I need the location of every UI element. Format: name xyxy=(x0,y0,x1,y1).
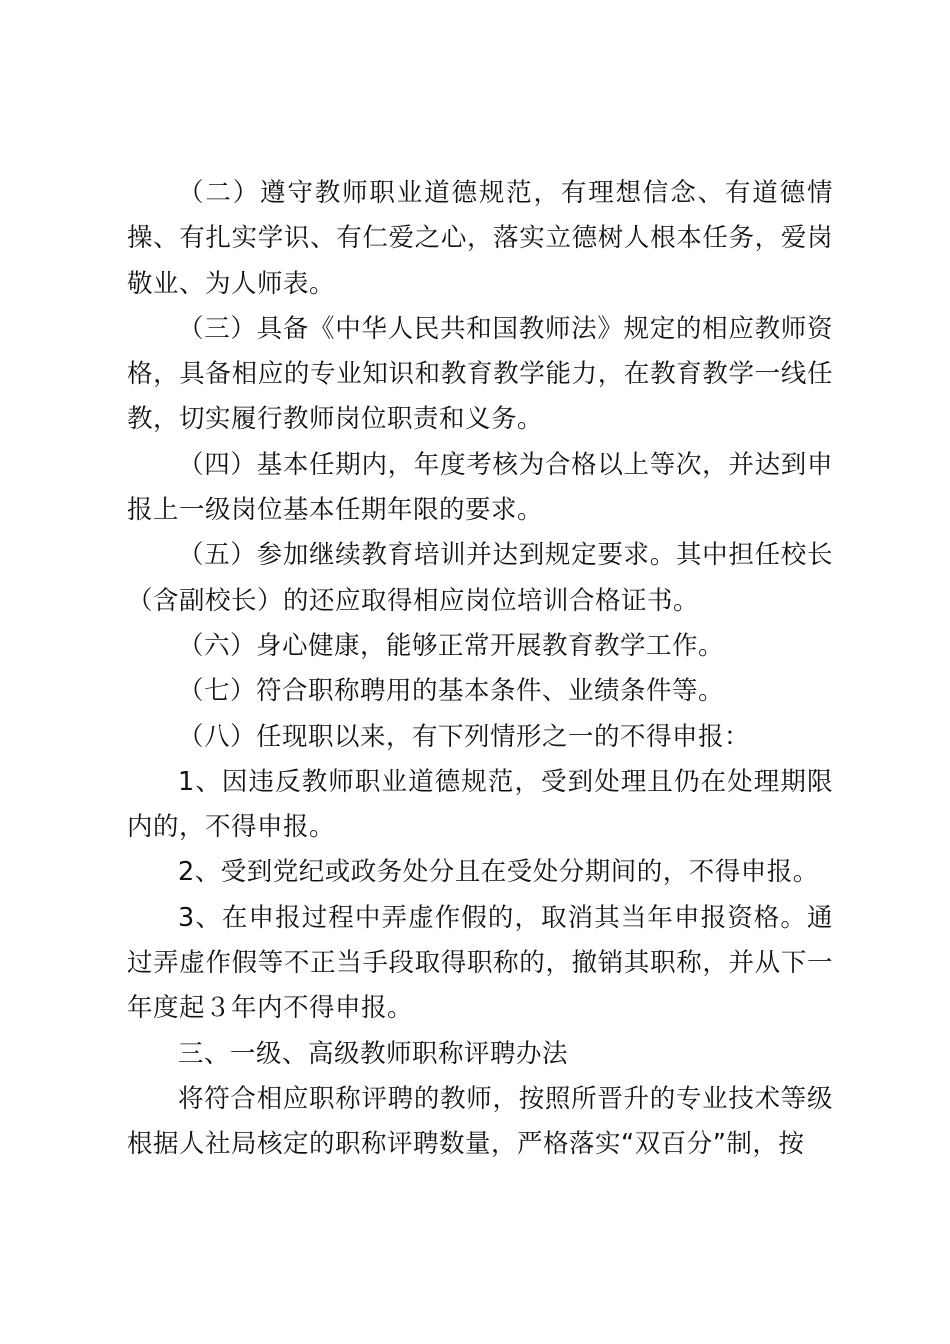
section-heading-3: 三、一级、高级教师职称评聘办法 xyxy=(178,1038,569,1069)
document-body xyxy=(127,171,833,1168)
paragraph-condition-2: （二）遵守教师职业道德规范，有理想信念、有道德情操、有扎实学识、有仁爱之心，落实立德树人根本任务，爱岗敬业、为人师表。 xyxy=(127,178,833,299)
paragraph-condition-8: （八）任现职以来，有下列情形之一的不得申报： xyxy=(178,721,751,752)
paragraph-exclusion-3: 3、在申报过程中弄虚作假的，取消其当年申报资格。通过弄虚作假等不正当手段取得职称的，撤销其职称，并从下一年度起３年内不得申报。 xyxy=(127,902,833,1024)
paragraph-condition-3: （三）具备《中华人民共和国教师法》规定的相应教师资格，具备相应的专业知识和教育教学能力，在教育教学一线任教，切实履行教师岗位职责和义务。 xyxy=(127,313,833,435)
paragraph-condition-5: （五）参加继续教育培训并达到规定要求。其中担任校长（含副校长）的还应取得相应岗位培训合格证书。 xyxy=(127,540,833,616)
paragraph-condition-4: （四）基本任期内，年度考核为合格以上等次，并达到申报上一级岗位基本任期年限的要求。 xyxy=(127,449,833,526)
paragraph-condition-7: （七）符合职称聘用的基本条件、业绩条件等。 xyxy=(178,676,725,707)
paragraph-exclusion-1: 1、因违反教师职业道德规范，受到处理且仍在处理期限内的，不得申报。 xyxy=(127,766,833,843)
paragraph-exclusion-2: 2、受到党纪或政务处分且在受处分期间的，不得申报。 xyxy=(178,857,819,888)
paragraph-evaluation-method: 将符合相应职称评聘的教师，按照所晋升的专业技术等级根据人社局核定的职称评聘数量，严格落实“双百分”制，按 xyxy=(127,1083,833,1160)
paragraph-condition-6: （六）身心健康，能够正常开展教育教学工作。 xyxy=(178,630,725,661)
